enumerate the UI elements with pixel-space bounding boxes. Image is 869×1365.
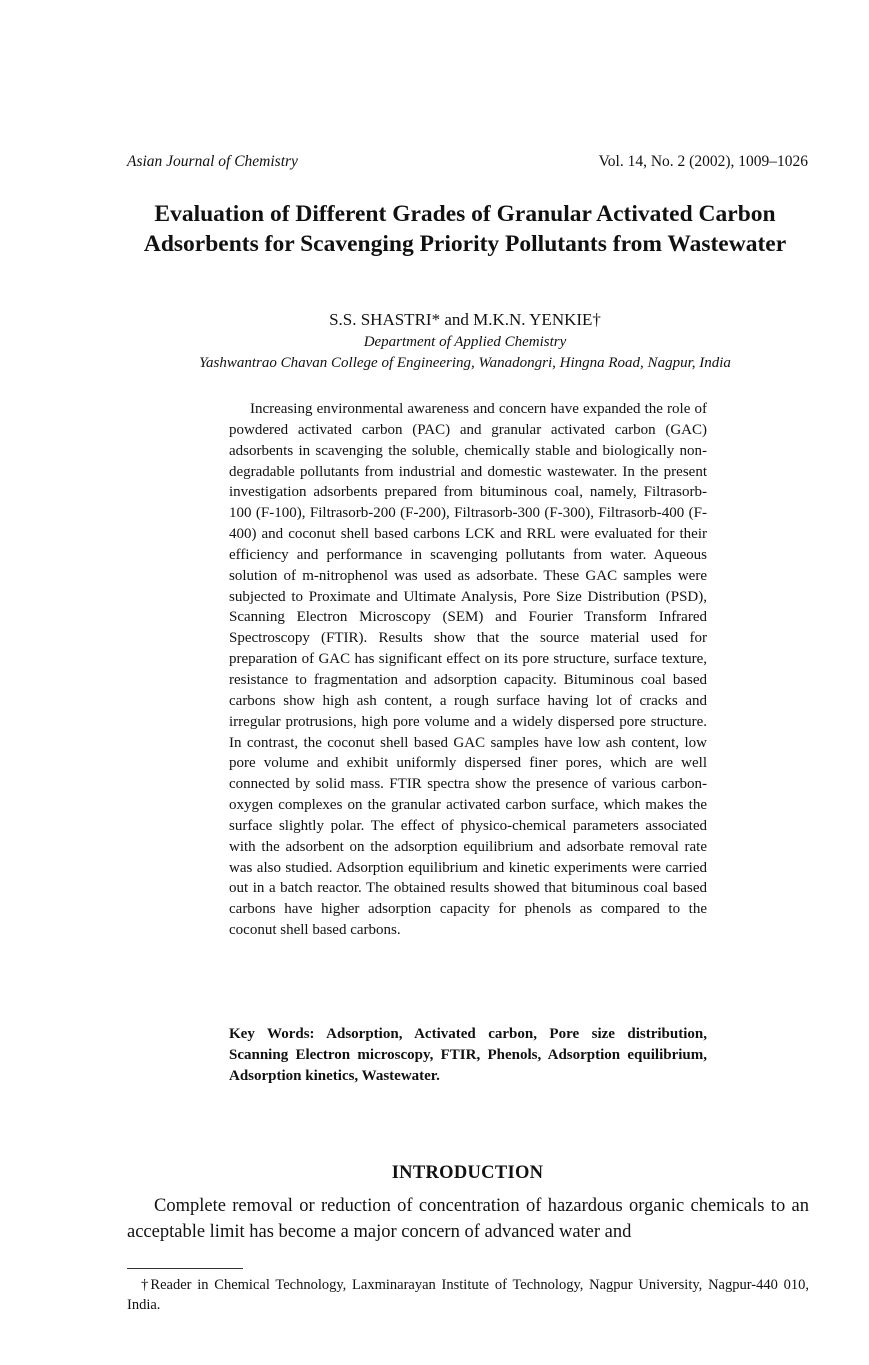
footnote: †Reader in Chemical Technology, Laxminarayan Institute of Technology, Nagpur University, Nagpur-440 010, India. bbox=[127, 1277, 809, 1313]
volume-info: Vol. 14, No. 2 (2002), 1009–1026 bbox=[598, 153, 808, 170]
introduction-heading: INTRODUCTION bbox=[391, 1163, 544, 1183]
footnote-divider bbox=[127, 1268, 243, 1269]
keywords: Key Words: Adsorption, Activated carbon, Pore size distribution, Scanning Electron microscopy, FTIR, Phenols, Adsorption equilibrium, Adsorption kinetics, Wastewater. bbox=[229, 1026, 707, 1084]
affiliation bbox=[100, 332, 830, 373]
introduction-text: Complete removal or reduction of concentration of hazardous organic chemicals to an acceptable limit has become a major concern of advanced water and bbox=[127, 1196, 809, 1242]
paper-title: Evaluation of Different Grades of Granular Activated Carbon Adsorbents for Scavenging Priority Pollutants from Wastewater bbox=[143, 201, 787, 257]
abstract: Increasing environmental awareness and concern have expanded the role of powdered activated carbon (PAC) and granular activated carbon (GAC) adsorbents in scavenging the soluble, chemically stable and biologically non-degradable pollutants from industrial and domestic wastewater. In the present investigation adsorbents prepared from bituminous coal, namely, Filtrasorb-100 (F-100), Filtrasorb-200 (F-200), Filtrasorb-300 (F-300), Filtrasorb-400 (F-400) and coconut shell based carbons LCK and RRL were evaluated for their efficiency and performance in scavenging pollutants from water. Aqueous solution of m-nitrophenol was used as adsorbate. These GAC samples were subjected to Proximate and Ultimate Analysis, Pore Size Distribution (PSD), Scanning Electron Microscopy (SEM) and Fourier Transform Infrared Spectroscopy (FTIR). Results show that the source material used for preparation of GAC has significant effect on its pore structure, surface texture, resistance to fragmentation and adsorption capacity. Bituminous coal based carbons show high ash content, a rough surface having lot of cracks and irregular protrusions, high pore volume and a widely dispersed pore structure. In contrast, the coconut shell based GAC samples have low ash content, low pore volume and exhibit uniformly dispersed finer pores, which are well connected by solid mass. FTIR spectra show the presence of various carbon-oxygen complexes on the granular activated carbon surface, which makes the surface slightly polar. The effect of physico-chemical parameters associated with the adsorbent on the adsorption equilibrium and adsorbate removal rate was also studied. Adsorption equilibrium and kinetic experiments were carried out in a batch reactor. The obtained results showed that bituminous coal based carbons have higher adsorption capacity for phenols as compared to the coconut shell based carbons. bbox=[229, 401, 707, 939]
department: Department of Applied Chemistry bbox=[363, 334, 567, 350]
authors: S.S. SHASTRI* and M.K.N. YENKIE† bbox=[329, 310, 601, 329]
college: Yashwantrao Chavan College of Engineering, Wanadongri, Hingna Road, Nagpur, India bbox=[199, 354, 731, 371]
journal-name: Asian Journal of Chemistry bbox=[127, 153, 298, 170]
